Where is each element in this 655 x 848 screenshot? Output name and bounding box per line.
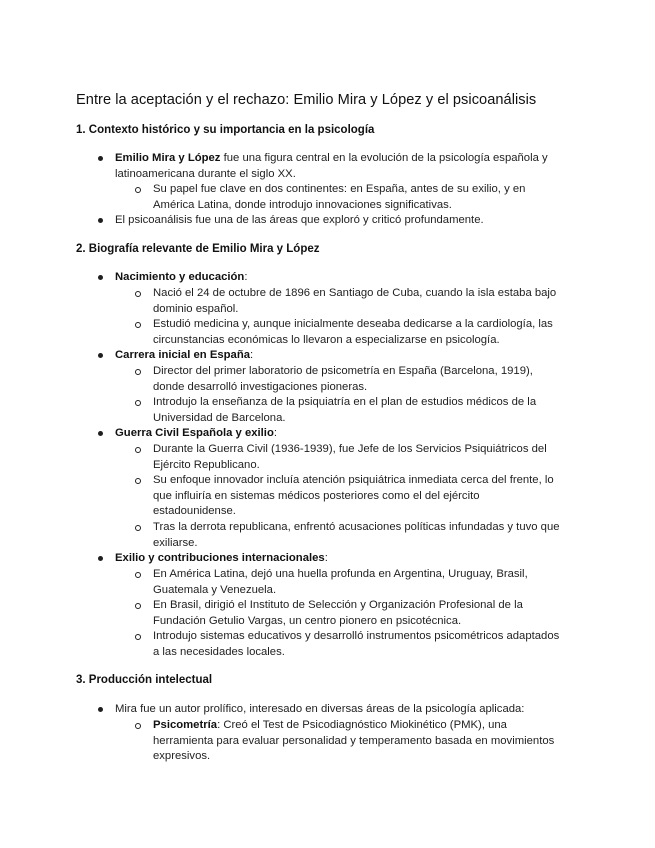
sub-list-item: Introdujo sistemas educativos y desarrolló instrumentos psicométricos adaptados <box>153 630 560 642</box>
sub-list-item-continuation: Ejército Republicano. <box>153 459 260 471</box>
sub-list-item: Estudió medicina y, aunque inicialmente deseaba dedicarse a la cardiología, las <box>153 318 553 330</box>
bold-term: Emilio Mira y López <box>115 152 221 164</box>
list-item-text: fue una figura central en la evolución de la psicología española y <box>220 152 548 164</box>
sub-list-item: En Brasil, dirigió el Instituto de Selección y Organización Profesional de la <box>153 599 523 611</box>
list-item: Nacimiento y educación: <box>115 271 248 283</box>
section-1-heading: 1. Contexto histórico y su importancia en la psicología <box>76 124 375 136</box>
list-item: Exilio y contribuciones internacionales: <box>115 552 328 564</box>
sub-list-item-continuation: herramienta para evaluar personalidad y temperamento basada en movimientos <box>153 735 555 747</box>
list-item <box>115 151 548 165</box>
sub-list-item-continuation: estadounidense. <box>153 505 236 517</box>
sub-bullet-circle <box>135 400 141 406</box>
sub-bullet-circle <box>135 723 141 729</box>
sub-list-item: Tras la derrota republicana, enfrentó acusaciones políticas infundadas y tuvo que <box>153 521 560 533</box>
sub-list-item-text: : Creó el Test de Psicodiagnóstico Miokinético (PMK), una <box>217 719 507 731</box>
bold-term: Guerra Civil Española y exilio <box>115 427 274 439</box>
sub-list-item-continuation: Universidad de Barcelona. <box>153 412 286 424</box>
sub-bullet-circle <box>135 603 141 609</box>
document-title: Entre la aceptación y el rechazo: Emilio Mira y López y el psicoanálisis <box>76 92 537 108</box>
list-item: Carrera inicial en España: <box>115 349 254 361</box>
sub-list-item-continuation: América Latina, donde introdujo innovaciones significativas. <box>153 199 452 211</box>
list-item: Mira fue un autor prolífico, interesado en diversas áreas de la psicología aplicada: <box>115 703 525 715</box>
bold-term: Psicometría <box>153 719 218 731</box>
list-item-continuation: latinoamericana durante el siglo XX. <box>115 168 296 180</box>
bullet-dot <box>98 431 103 436</box>
sub-bullet-circle <box>135 447 141 453</box>
sub-list-item: Durante la Guerra Civil (1936-1939), fue Jefe de los Servicios Psiquiátricos del <box>153 443 547 455</box>
list-item: Guerra Civil Española y exilio: <box>115 427 277 439</box>
bold-term: Carrera inicial en España <box>115 349 251 361</box>
sub-list-item-continuation: a las necesidades locales. <box>153 646 285 658</box>
bullet-dot <box>98 556 103 561</box>
sub-bullet-circle <box>135 291 141 297</box>
sub-bullet-circle <box>135 322 141 328</box>
sub-list-item-continuation: que influiría en sistemas médicos posteriores como el del ejército <box>153 490 480 502</box>
bold-term: Nacimiento y educación <box>115 271 245 283</box>
bullet-dot <box>98 218 103 223</box>
sub-list-item: En América Latina, dejó una huella profunda en Argentina, Uruguay, Brasil, <box>153 568 528 580</box>
sub-bullet-circle <box>135 187 141 193</box>
section-3-heading: 3. Producción intelectual <box>76 674 213 686</box>
sub-list-item-continuation: donde desarrolló investigaciones pioneras. <box>153 381 368 393</box>
bullet-dot <box>98 275 103 280</box>
bullet-dot <box>98 707 103 712</box>
sub-list-item: Nació el 24 de octubre de 1896 en Santiago de Cuba, cuando la isla estaba bajo <box>153 287 557 299</box>
sub-bullet-circle <box>135 369 141 375</box>
sub-list-item: Director del primer laboratorio de psicometría en España (Barcelona, 1919), <box>153 365 533 377</box>
sub-list-item-continuation: Fundación Getulio Vargas, un centro pionero en psicotécnica. <box>153 615 462 627</box>
sub-list-item <box>153 718 507 732</box>
sub-bullet-circle <box>135 634 141 640</box>
sub-list-item: Su enfoque innovador incluía atención psiquiátrica inmediata cerca del frente, lo <box>153 474 554 486</box>
bold-term: Exilio y contribuciones internacionales <box>115 552 325 564</box>
sub-bullet-circle <box>135 572 141 578</box>
sub-list-item-continuation: Guatemala y Venezuela. <box>153 584 277 596</box>
section-2-heading: 2. Biografía relevante de Emilio Mira y López <box>76 243 320 255</box>
bullet-dot <box>98 353 103 358</box>
sub-list-item-continuation: dominio español. <box>153 303 239 315</box>
sub-list-item: Introdujo la enseñanza de la psiquiatría en el plan de estudios médicos de la <box>153 396 537 408</box>
sub-list-item-continuation: exiliarse. <box>153 537 198 549</box>
sub-bullet-circle <box>135 525 141 531</box>
sub-bullet-circle <box>135 478 141 484</box>
list-item: El psicoanálisis fue una de las áreas que exploró y criticó profundamente. <box>115 214 484 226</box>
bullet-dot <box>98 156 103 161</box>
sub-list-item-continuation: circunstancias económicas lo llevaron a especializarse en psicología. <box>153 334 500 346</box>
sub-list-item: Su papel fue clave en dos continentes: en España, antes de su exilio, y en <box>153 183 526 195</box>
sub-list-item-continuation: expresivos. <box>153 750 211 762</box>
